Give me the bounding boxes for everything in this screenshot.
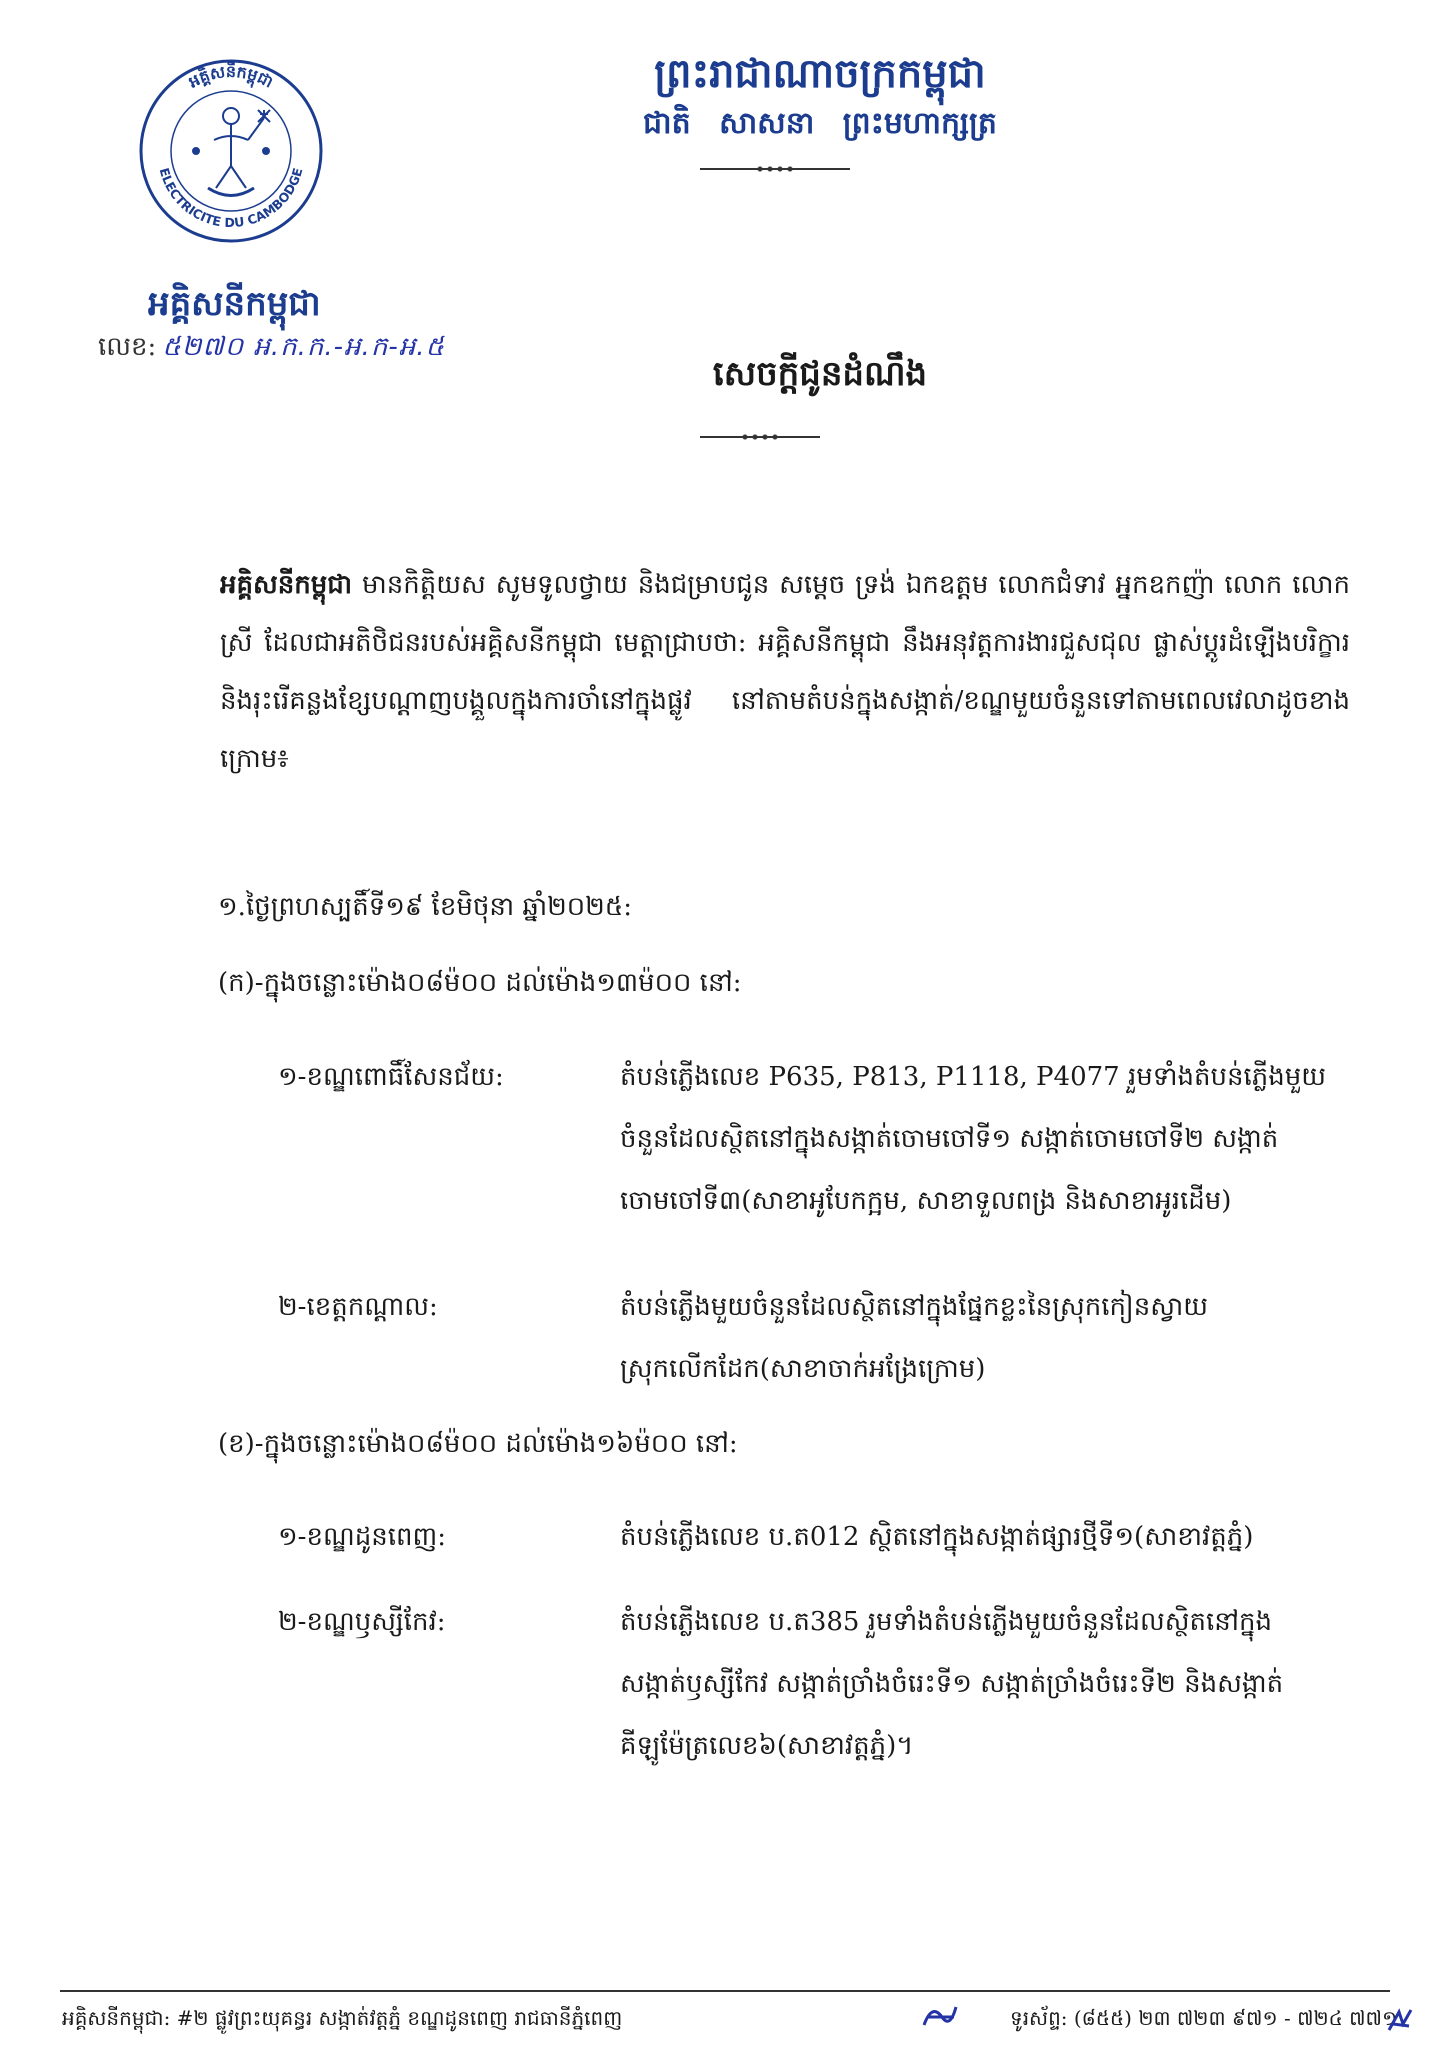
description-line: ចំនួនដែលស្ថិតនៅក្នុងសង្កាត់ចោមចៅទី១ សង្កាត់ចោមចៅទី២ សង្កាត់ — [620, 1124, 1279, 1154]
description-line: តំបន់ភ្លើងលេខ P635, P813, P1118, P4077 រួមទាំងតំបន់ភ្លើងមួយ — [620, 1062, 1327, 1092]
notice-title: សេចក្តីជូនដំណឹង — [712, 354, 928, 394]
reference-value: ៥២៧០ អ.ក.ក.-អ.ក-អ.៥ — [162, 332, 445, 362]
location-description — [620, 1506, 1350, 1568]
location-kandal: ២-ខេត្តកណ្តាល: — [278, 1292, 438, 1322]
location-description — [620, 1276, 1350, 1400]
description-line: សង្កាត់ឫស្សីកែវ សង្កាត់ច្រាំងចំរេះទី១ សង្កាត់ច្រាំងចំរេះទី២ និងសង្កាត់ — [620, 1669, 1284, 1699]
description-line: ចោមចៅទី៣(សាខាអូបែកក្អម, សាខាទួលពង្រ និងសាខាអូរដើម) — [620, 1186, 1232, 1216]
ornament-divider — [700, 168, 850, 170]
initial-mark-icon — [1385, 2006, 1415, 2036]
description-line: គីឡូម៉ែត្រលេខ៦(សាខាវត្តភ្នំ)។ — [620, 1731, 914, 1761]
intro-paragraph — [220, 556, 1350, 788]
apsara-seal-icon — [193, 108, 270, 196]
time-slot-a: (ក)-ក្នុងចន្លោះម៉ោង០៨ម៉០០ ដល់ម៉ោង១៣ម៉០០ នៅ: — [218, 968, 742, 998]
reference-label: លេខ: — [98, 332, 157, 362]
organization-name: អគ្គិសនីកម្ពុជា — [148, 284, 321, 324]
intro-text: មានកិត្តិយស សូមទូលថ្វាយ និងជម្រាបជូន សម្តេច ទ្រង់ ឯកឧត្តម លោកជំទាវ អ្នកឧកញ៉ា លោក លោកស្រី ដែលជាអតិថិជនរបស់អគ្គិសនីកម្ពុជា មេត្តាជ្រាបថា: អគ្គិសនីកម្ពុជា នឹងអនុវត្តការងារជួសជុល ផ្លាស់ប្តូរដំឡើងបរិក្ខារ និងរុះរើគន្លងខ្សែបណ្តាញបង្គួលក្នុងការចាំនៅក្នុងផ្លូវ នៅតាមតំបន់ក្នុងសង្កាត់/ខណ្ឌមួយចំនួនទៅតាមពេលវេលាដូចខាងក្រោម៖ — [220, 570, 1350, 774]
location-description — [620, 1591, 1350, 1777]
description-line: តំបន់ភ្លើងមួយចំនួនដែលស្ថិតនៅក្នុងផ្នែកខ្លះនៃស្រុកកៀនស្វាយ — [620, 1292, 1209, 1322]
seal-ring-bottom-text: ELECTRICITE DU CAMBODGE — [156, 166, 306, 231]
footer-address: អគ្គិសនីកម្ពុជា: #២ ផ្លូវព្រះយុគន្ធរ សង្កាត់វត្តភ្នំ ខណ្ឌដូនពេញ រាជធានីភ្នំពេញ — [62, 2006, 623, 2030]
edc-seal-logo — [138, 48, 324, 254]
description-line: តំបន់ភ្លើងលេខ ប.ត385 រួមទាំងតំបន់ភ្លើងមួយចំនួនដែលស្ថិតនៅក្នុង — [620, 1607, 1273, 1637]
national-motto: ជាតិ សាសនា ព្រះមហាក្សត្រ — [643, 106, 997, 141]
reference-number — [98, 330, 445, 368]
seal-ring-top-text: អគ្គិសនីកម្ពុជា — [185, 62, 277, 92]
location-pou-senchey: ១-ខណ្ឌពោធិ៍សែនជ័យ: — [278, 1062, 504, 1092]
description-line: ស្រុកលើកដែក(សាខាចាក់អង្រែក្រោម) — [620, 1354, 986, 1384]
location-description — [620, 1046, 1350, 1232]
footer-phone: ទូរស័ព្ទ: (៨៥៥) ២៣ ៧២៣ ៩៧១ - ៧២៤ ៧៧១ — [1010, 2006, 1398, 2030]
svg-text:ELECTRICITE DU CAMBODGE — [157, 166, 306, 230]
kingdom-heading: ព្រះរាជាណាចក្រកម្ពុជា — [654, 50, 986, 97]
schedule-day: ១.ថ្ងៃព្រហស្បតិ៍ទី១៩ ខែមិថុនា ឆ្នាំ២០២៥: — [218, 892, 633, 922]
time-slot-b: (ខ)-ក្នុងចន្លោះម៉ោង០៨ម៉០០ ដល់ម៉ោង១៦ម៉០០ នៅ: — [218, 1429, 738, 1459]
location-daun-penh: ១-ខណ្ឌដូនពេញ: — [278, 1522, 446, 1552]
intro-org-name: អគ្គិសនីកម្ពុជា — [220, 570, 353, 600]
description-line: តំបន់ភ្លើងលេខ ប.ត012 ស្ថិតនៅក្នុងសង្កាត់ផ្សារថ្មីទី១(សាខាវត្តភ្នំ) — [620, 1522, 1254, 1552]
ornament-divider — [700, 436, 820, 438]
handwritten-mark-icon — [918, 1995, 962, 2039]
footer-divider — [60, 1990, 1390, 1992]
location-russey-keo: ២-ខណ្ឌឫស្សីកែវ: — [278, 1607, 446, 1637]
